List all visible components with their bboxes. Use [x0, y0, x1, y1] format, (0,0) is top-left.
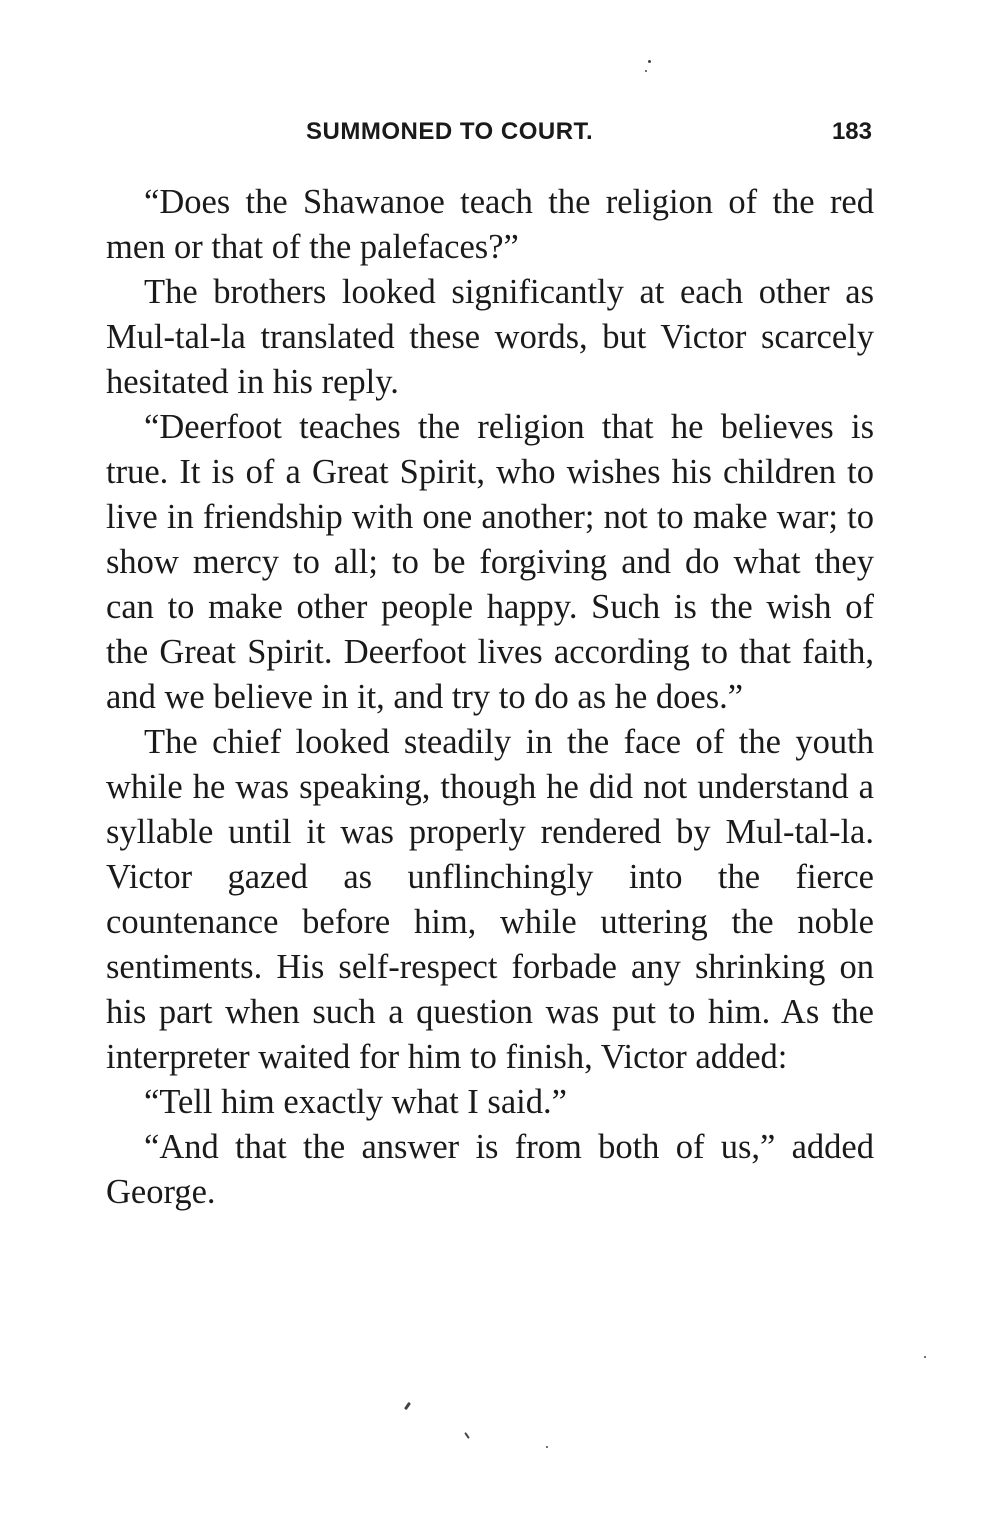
scan-speck — [924, 1356, 926, 1358]
scan-speck — [648, 60, 651, 63]
scan-speck — [464, 1432, 470, 1439]
paragraph: The chief looked steadily in the face of the youth while he was speaking, though he did not understand a syllable until it was properly rendered by Mul-tal-la. Victor gazed as unflinchingly into the fierce countenance before him, while uttering the noble sentiments. His self-respect forbade any shrinking on his part when such a question was put to him. As the interpreter waited for him to finish, Victor added: — [106, 723, 874, 1076]
scan-speck — [645, 70, 647, 72]
running-title: SUMMONED TO COURT. — [306, 118, 594, 145]
scan-speck — [404, 1402, 411, 1410]
paragraph: “Does the Shawanoe teach the religion of the red men or that of the palefaces?” — [106, 183, 874, 266]
paragraph: “Tell him exactly what I said.” — [144, 1083, 567, 1121]
scan-speck — [546, 1446, 548, 1448]
body-text — [106, 180, 874, 1215]
paragraph: The brothers looked significantly at each other as Mul-tal-la translated these words, but Victor scarcely hesitated in his reply. — [106, 273, 874, 401]
page-number: 183 — [831, 118, 872, 145]
running-head — [106, 118, 874, 152]
paragraph: “Deerfoot teaches the religion that he believes is true. It is of a Great Spirit, who wishes his children to live in friendship with one another; not to make war; to show mercy to all; to be forgiving and do what they can to make other people happy. Such is the wish of the Great Spirit. Deerfoot lives according to that faith, and we believe in it, and try to do as he does.” — [106, 408, 874, 716]
paragraph: “And that the answer is from both of us,” added George. — [106, 1128, 874, 1211]
